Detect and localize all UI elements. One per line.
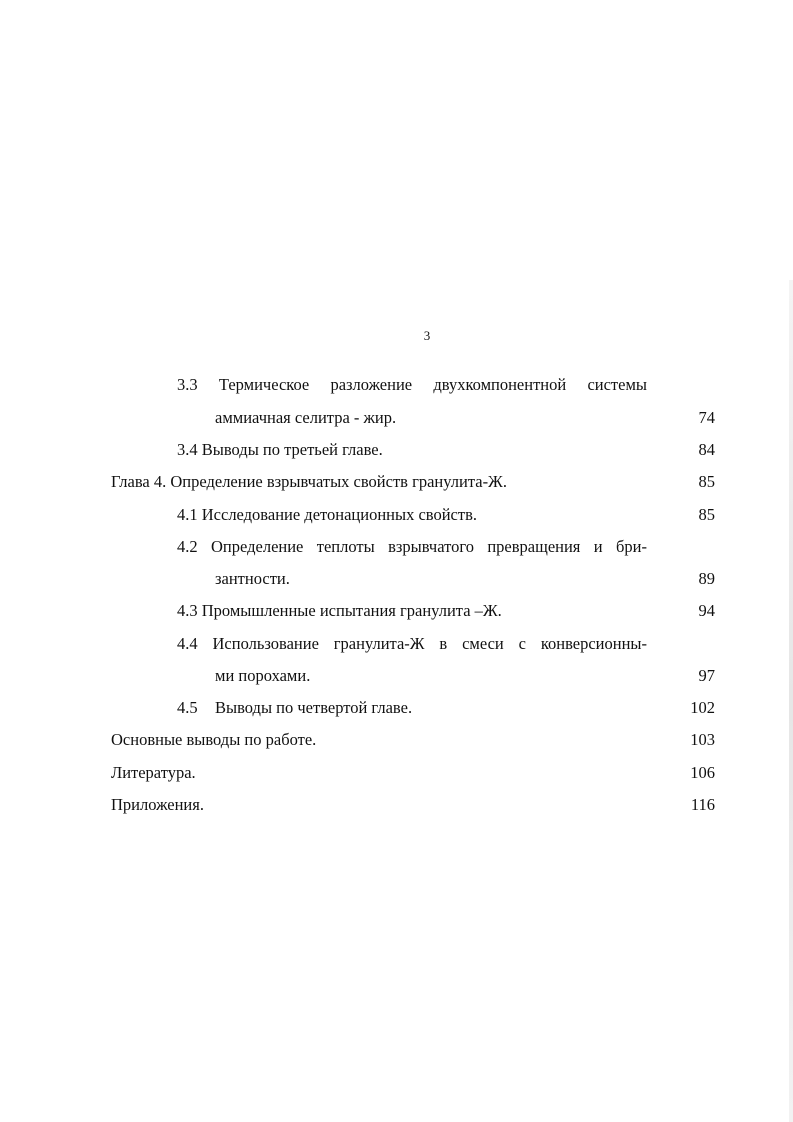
toc-entry-4-2-line1: 4.2 Определение теплоты взрывчатого превращения и бри- bbox=[177, 537, 647, 556]
toc-entry-4-5-number: 4.5 bbox=[177, 698, 198, 717]
toc-entry-4-4-line2: ми порохами. bbox=[215, 666, 311, 685]
toc-entry-3-3-page: 74 bbox=[698, 408, 715, 427]
toc-entry-4-1: 4.1 Исследование детонационных свойств. bbox=[177, 505, 477, 524]
toc-entry-3-3-line1: 3.3 Термическое разложение двухкомпонентной системы bbox=[177, 375, 647, 394]
toc-literature: Литература. bbox=[111, 763, 196, 782]
toc-chapter-4-page: 85 bbox=[698, 472, 715, 491]
toc-entry-4-4-line1: 4.4 Использование гранулита-Ж в смеси с конверсионны- bbox=[177, 634, 647, 653]
toc-entry-4-3-page: 94 bbox=[698, 601, 715, 620]
scan-edge-shadow bbox=[789, 280, 793, 1122]
toc-entry-4-5-title: Выводы по четвертой главе. bbox=[215, 698, 413, 717]
toc-entry-4-2-line2: зантности. bbox=[215, 569, 290, 588]
toc-conclusions: Основные выводы по работе. bbox=[111, 730, 317, 749]
toc-entry-3-3-line2: аммиачная селитра - жир. bbox=[215, 408, 397, 427]
toc-entry-4-2-page: 89 bbox=[698, 569, 715, 588]
toc-entry-4-5-page: 102 bbox=[690, 698, 715, 717]
toc-entry-4-1-page: 85 bbox=[698, 505, 715, 524]
toc-chapter-4: Глава 4. Определение взрывчатых свойств гранулита-Ж. bbox=[111, 472, 507, 491]
toc-entry-4-4-page: 97 bbox=[698, 666, 715, 685]
toc-literature-page: 106 bbox=[690, 763, 715, 782]
toc-entry-4-3: 4.3 Промышленные испытания гранулита –Ж. bbox=[177, 601, 502, 620]
page-number: 3 bbox=[423, 328, 431, 343]
toc-conclusions-page: 103 bbox=[690, 730, 715, 749]
toc-entry-3-4-page: 84 bbox=[698, 440, 715, 459]
toc-entry-3-4: 3.4 Выводы по третьей главе. bbox=[177, 440, 383, 459]
toc-appendices-page: 116 bbox=[690, 795, 715, 814]
toc-appendices: Приложения. bbox=[111, 795, 204, 814]
